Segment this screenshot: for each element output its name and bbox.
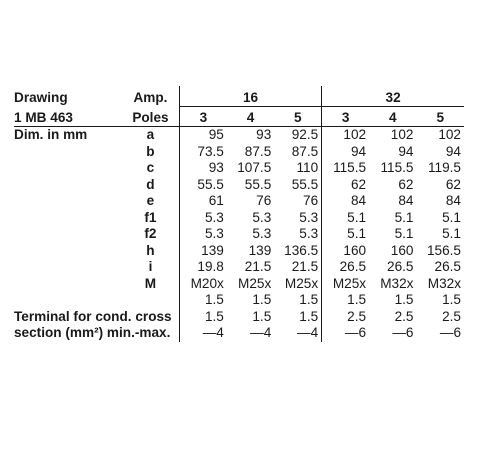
row-label [14, 144, 122, 161]
value-cell: M25x [238, 275, 272, 291]
value-cell: 94 [398, 143, 414, 159]
row-label: Dim. in mm [14, 127, 88, 142]
value-cell: —6 [344, 325, 367, 341]
table-row [14, 160, 464, 177]
value-cell: 156.5 [426, 242, 461, 258]
table-row [14, 127, 464, 144]
row-label [14, 226, 122, 243]
dimension-symbol: f2 [122, 226, 180, 243]
table-row [14, 226, 464, 243]
value-cell: 5.1 [442, 209, 461, 225]
value-cell: 1.5 [394, 292, 414, 307]
value-cell: 1.5 [274, 309, 321, 326]
value-cell: 136.5 [274, 243, 321, 260]
value-cell: 76 [274, 193, 321, 210]
value-cell: 61 [208, 193, 224, 208]
value-cell: 55.5 [197, 176, 224, 192]
value-cell: 21.5 [274, 259, 321, 276]
table-row [14, 144, 464, 161]
header-row-amps [14, 86, 464, 107]
table-row [14, 292, 464, 309]
value-cell: 76 [256, 193, 272, 208]
drawing-number: 1 MB 463 [14, 107, 122, 127]
table-row [14, 309, 464, 326]
value-cell: 62 [445, 176, 461, 192]
value-cell: 5.1 [394, 209, 414, 225]
value-cell: 1.5 [252, 292, 272, 307]
value-cell: 26.5 [434, 259, 461, 274]
dimension-symbol: i [122, 259, 180, 276]
value-cell: 107.5 [237, 160, 272, 175]
value-cell: 94 [445, 143, 461, 159]
value-cell: 87.5 [244, 143, 272, 159]
row-label [14, 276, 122, 293]
pole-header: 5 [416, 107, 464, 127]
drawing-label: Drawing [14, 90, 68, 105]
value-cell: 84 [350, 193, 367, 208]
value-cell: M32x [380, 275, 414, 291]
value-cell: —6 [439, 325, 461, 341]
value-cell: 55.5 [274, 177, 321, 194]
table-row [14, 243, 464, 260]
pole-header: 4 [369, 107, 416, 127]
pole-header: 3 [322, 107, 369, 127]
dimension-symbol: a [122, 127, 180, 144]
row-label [14, 193, 122, 210]
pole-header: 3 [179, 107, 226, 127]
row-label: Terminal for cond. cross [14, 308, 172, 324]
value-cell: M25x [274, 276, 321, 293]
value-cell: 1.5 [204, 308, 224, 324]
value-cell: 95 [208, 127, 224, 142]
value-cell: 55.5 [244, 176, 272, 192]
value-cell: —4 [274, 325, 321, 342]
value-cell: 5.3 [252, 226, 272, 241]
value-cell: 93 [208, 160, 224, 175]
value-cell: 5.1 [347, 226, 367, 241]
table-row [14, 325, 464, 342]
value-cell: M25x [332, 275, 367, 291]
value-cell: 1.5 [274, 292, 321, 309]
value-cell: 115.5 [380, 160, 414, 175]
table-row [14, 193, 464, 210]
value-cell: 94 [350, 143, 367, 159]
dimension-symbol: c [122, 160, 180, 177]
value-cell: 5.1 [442, 226, 461, 241]
dimension-symbol: b [122, 144, 180, 161]
value-cell: 2.5 [442, 308, 461, 324]
value-cell: 110 [274, 160, 321, 177]
value-cell: 5.3 [204, 209, 224, 225]
dimension-table [14, 86, 464, 342]
value-cell: 160 [390, 242, 414, 258]
value-cell: 92.5 [274, 127, 321, 144]
value-cell: 1.5 [204, 292, 224, 307]
value-cell: 2.5 [394, 308, 414, 324]
row-label [14, 259, 122, 276]
row-label [14, 243, 122, 260]
value-cell: 93 [256, 127, 272, 142]
value-cell: 2.5 [347, 308, 367, 324]
row-label: section (mm²) min.-max. [14, 325, 171, 341]
value-cell: 102 [390, 127, 414, 142]
dimension-symbol: f1 [122, 210, 180, 227]
table-row [14, 177, 464, 194]
amp-group-32: 32 [322, 86, 464, 107]
value-cell: —4 [250, 325, 272, 341]
value-cell: M20x [190, 275, 224, 291]
value-cell: 1.5 [252, 308, 272, 324]
dimension-symbol [122, 292, 180, 309]
table-row [14, 259, 464, 276]
value-cell: 5.1 [394, 226, 414, 241]
row-label [14, 292, 122, 309]
value-cell: 26.5 [387, 259, 414, 274]
header-row-poles [14, 107, 464, 127]
amp-label: Amp. [122, 86, 180, 107]
value-cell: 5.3 [274, 226, 321, 243]
value-cell: 139 [248, 242, 272, 258]
dimension-symbol: e [122, 193, 180, 210]
value-cell: 5.3 [204, 226, 224, 241]
value-cell: —4 [202, 325, 224, 341]
dimension-symbol: d [122, 177, 180, 194]
pole-header: 4 [227, 107, 274, 127]
value-cell: 139 [201, 242, 224, 258]
value-cell: 84 [445, 193, 461, 208]
value-cell: 115.5 [333, 160, 367, 175]
row-label [14, 177, 122, 194]
pole-header: 5 [274, 107, 321, 127]
value-cell: 160 [343, 242, 367, 258]
value-cell: 5.3 [274, 210, 321, 227]
value-cell: 1.5 [347, 292, 367, 307]
value-cell: 5.3 [252, 209, 272, 225]
dimension-symbol: h [122, 243, 180, 260]
value-cell: 21.5 [244, 259, 272, 274]
value-cell: 5.1 [347, 209, 367, 225]
value-cell: 1.5 [442, 292, 461, 307]
value-cell: M32x [427, 275, 461, 291]
value-cell: 62 [350, 176, 367, 192]
value-cell: 119.5 [427, 160, 461, 175]
value-cell: 87.5 [274, 144, 321, 161]
poles-label: Poles [122, 107, 180, 127]
value-cell: 26.5 [339, 259, 367, 274]
row-label [14, 160, 122, 177]
value-cell: 102 [438, 127, 461, 142]
value-cell: 102 [343, 127, 367, 142]
value-cell: 19.8 [197, 259, 224, 274]
row-label [14, 210, 122, 227]
value-cell: —6 [392, 325, 414, 341]
value-cell: 62 [398, 176, 414, 192]
dimension-symbol: M [122, 276, 180, 293]
value-cell: 84 [398, 193, 414, 208]
table-row [14, 276, 464, 293]
value-cell: 73.5 [197, 143, 224, 159]
amp-group-16: 16 [179, 86, 321, 107]
table-row [14, 210, 464, 227]
